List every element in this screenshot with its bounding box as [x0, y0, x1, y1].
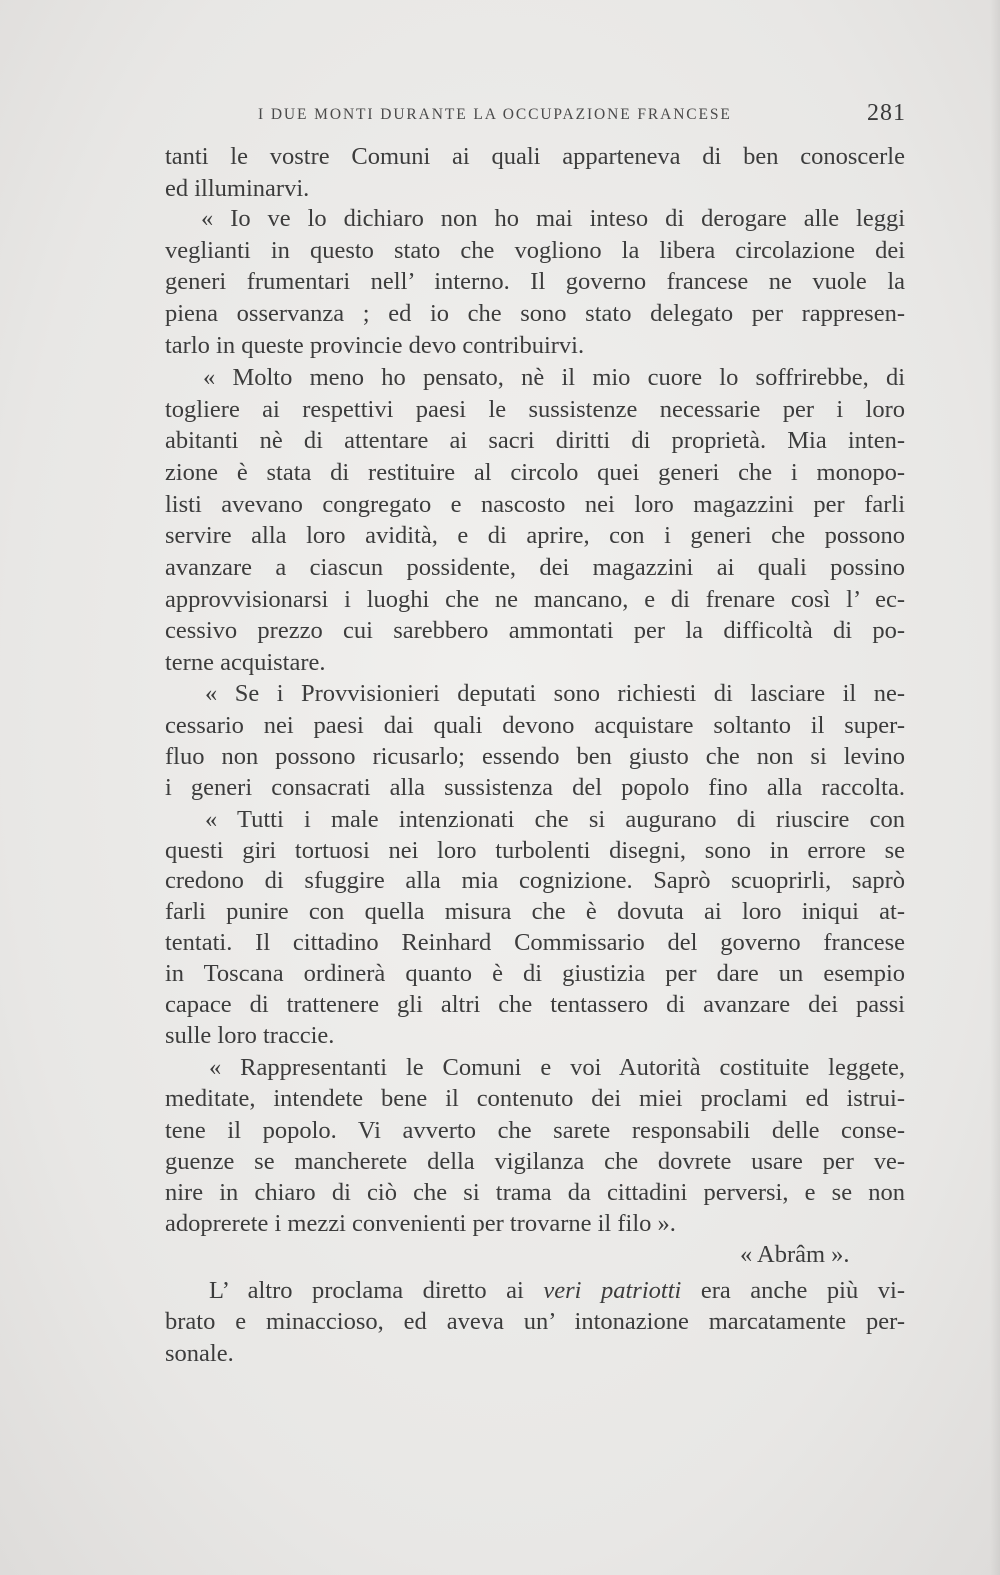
text-line: « Io ve lo dichiaro non ho mai inteso di derogare alle leggi [201, 205, 905, 232]
text-line: tarlo in queste provincie devo contribuirvi. [165, 332, 585, 359]
text-line: « Molto meno ho pensato, nè il mio cuore lo soffrirebbe, di [203, 364, 905, 391]
text-line: fluo non possono ricusarlo; essendo ben giusto che non si levino [165, 743, 905, 770]
text-line: togliere ai respettivi paesi le sussistenze necessarie per i loro [165, 396, 905, 423]
text-line: « Se i Provvisionieri deputati sono richiesti di lasciare il ne- [205, 680, 905, 707]
text-line: tene il popolo. Vi avverto che sarete responsabili delle conse- [165, 1117, 905, 1144]
running-title: I DUE MONTI DURANTE LA OCCUPAZIONE FRANCESE [258, 106, 732, 123]
text-line: guenze se mancherete della vigilanza che dovrete usare per ve- [165, 1148, 905, 1175]
text-line: tentati. Il cittadino Reinhard Commissario del governo francese [165, 929, 905, 956]
text-line: meditate, intendete bene il contenuto dei miei proclami ed istrui- [165, 1085, 905, 1112]
running-head [258, 100, 908, 128]
text-line: sulle loro traccie. [165, 1022, 335, 1049]
text-line: tanti le vostre Comuni ai quali apparteneva di ben conoscerle [165, 143, 905, 170]
text-line: capace di trattenere gli altri che tentassero di avanzare dei passi [165, 991, 905, 1018]
text-line: « Rappresentanti le Comuni e voi Autorità costituite leggete, [209, 1054, 905, 1081]
text-line: ed illuminarvi. [165, 175, 310, 202]
text-segment: L’ altro proclama diretto ai [209, 1277, 544, 1304]
page-edge-shadow [990, 0, 1000, 1575]
text-line: in Toscana ordinerà quanto è di giustizia per dare un esempio [165, 960, 905, 987]
italic-phrase: veri patriotti [543, 1277, 682, 1304]
text-line: farli punire con quella misura che è dovuta ai loro iniqui at- [165, 898, 905, 925]
text-line: adoprerete i mezzi convenienti per trovarne il filo ». [165, 1210, 676, 1237]
text-line: terne acquistare. [165, 649, 326, 676]
text-line: brato e minaccioso, ed aveva un’ intonazione marcatamente per- [165, 1308, 905, 1335]
signature-line: « Abrâm ». [740, 1241, 850, 1268]
text-line: « Tutti i male intenzionati che si augurano di riuscire con [205, 806, 905, 833]
text-line: sonale. [165, 1340, 234, 1367]
text-line: credono di sfuggire alla mia cognizione. Saprò scuoprirli, saprò [165, 867, 905, 894]
text-line: piena osservanza ; ed io che sono stato delegato per rappresen- [165, 300, 905, 327]
text-line [165, 1276, 905, 1306]
text-line: questi giri tortuosi nei loro turbolenti disegni, sono in errore se [165, 837, 905, 864]
text-line: cessario nei paesi dai quali devono acquistare soltanto il super- [165, 712, 905, 739]
text-segment: era anche più vi- [681, 1277, 905, 1304]
text-line: zione è stata di restituire al circolo quei generi che i monopo- [165, 459, 905, 486]
text-line: servire alla loro avidità, e di aprire, con i generi che possono [165, 522, 905, 549]
text-line: generi frumentari nell’ interno. Il governo francese ne vuole la [165, 268, 905, 295]
text-line: i generi consacrati alla sussistenza del popolo fino alla raccolta. [165, 774, 905, 801]
text-line: nire in chiaro di ciò che si trama da cittadini perversi, e se non [165, 1179, 905, 1206]
page-number: 281 [867, 100, 906, 126]
text-line: avanzare a ciascun possidente, dei magazzini ai quali possino [165, 554, 905, 581]
text-line: veglianti in questo stato che vogliono la libera circolazione dei [165, 237, 905, 264]
text-line: cessivo prezzo cui sarebbero ammontati per la difficoltà di po- [165, 617, 905, 644]
text-line: listi avevano congregato e nascosto nei loro magazzini per farli [165, 491, 905, 518]
text-line: approvvisionarsi i luoghi che ne mancano, e di frenare così l’ ec- [165, 586, 905, 613]
text-line: abitanti nè di attentare ai sacri diritti di proprietà. Mia inten- [165, 427, 905, 454]
